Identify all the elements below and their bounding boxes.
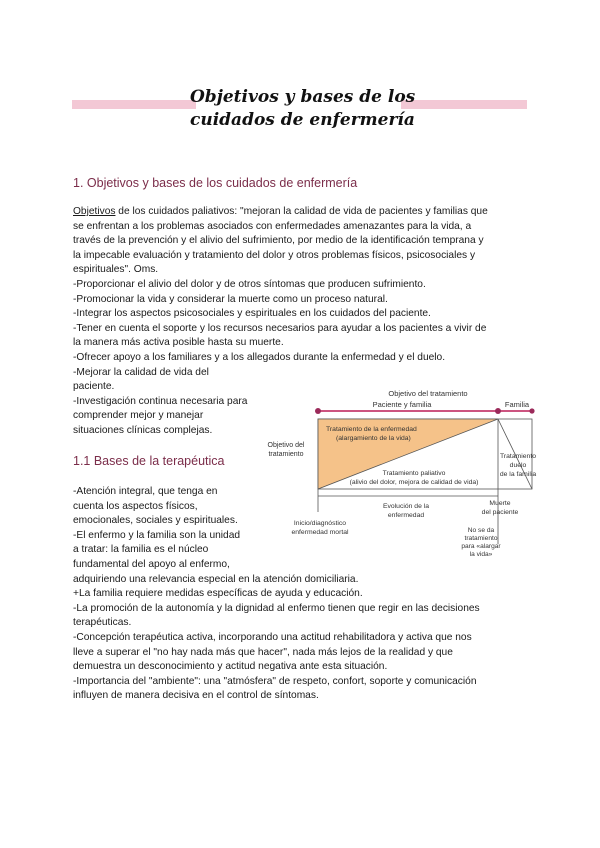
paragraph-objetivos-first-line — [73, 205, 488, 220]
section2-line: emocionales, sociales y espirituales. — [73, 515, 238, 527]
section1-line: -Tener en cuenta el soporte y los recursos necesarios para ayudar a los pacientes a vivir de — [73, 322, 487, 334]
section1-line: comprender mejor y manejar — [73, 410, 204, 422]
diagram-nose-line1: No se da — [467, 527, 495, 534]
diagram-nose-line4: la vida» — [469, 551, 493, 558]
title-highlight-right — [401, 100, 527, 109]
section2-line: cuenta los aspectos físicos, — [73, 500, 198, 512]
diagram-top-label: Objetivo del tratamiento — [388, 389, 468, 398]
diagram-dot-death — [495, 408, 501, 414]
diagram-label-familia: Familia — [504, 400, 530, 409]
section1-line: la manera más activa posible hasta su muerte. — [73, 337, 284, 349]
section2-line: a tratar: la familia es el núcleo — [73, 544, 209, 556]
diagram-trat-paliativo-line1: Tratamiento paliativo — [382, 470, 446, 477]
section1-line: espirituales". Oms. — [73, 264, 159, 276]
section2-line: +La familia requiere medidas específicas de ayuda y educación. — [73, 588, 363, 600]
diagram-inicio-line2: enfermedad mortal — [291, 529, 349, 536]
section1-line: través de la prevención y el alivio del sufrimiento, por medio de la identificación temprana y — [73, 235, 484, 247]
diagram-trat-enfermedad-line1: Tratamiento de la enfermedad — [326, 426, 417, 433]
section1-line: -Investigación continua necesaria para — [73, 395, 248, 407]
section1-line: se enfrentan a los problemas asociados con enfermedades amenazantes para la vida, a — [73, 220, 472, 232]
diagram-muerte-line1: Muerte — [489, 500, 511, 507]
diagram-duelo-line3: de la familia — [499, 471, 537, 478]
section1-line: -Ofrecer apoyo a los familiares y a los allegados durante la enfermedad y el duelo. — [73, 352, 446, 363]
section1-line: -Integrar los aspectos psicosociales y espirituales en los cuidados del paciente. — [73, 308, 431, 320]
objetivos-definition-start: de los cuidados paliativos: "mejoran la calidad de vida de pacientes y familias que — [115, 206, 488, 217]
section1-line: -Mejorar la calidad de vida del — [73, 366, 209, 378]
section2-line: demuestra un desconocimiento y actitud negativa ante esta situación. — [73, 661, 388, 673]
section2-line: terapéuticas. — [73, 617, 132, 629]
diagram-dot-start — [315, 408, 321, 414]
section1-line: paciente. — [73, 381, 115, 393]
diagram-nose-line3: para «alargar — [461, 543, 501, 550]
section-heading-bases: 1.1 Bases de la terapéutica — [73, 454, 225, 468]
section2-line: lleve a superar el "no hay nada más que hacer", nada más lejos de la realidad y que — [73, 646, 453, 658]
title-highlight-left — [72, 100, 196, 109]
section2-line: -Atención integral, que tenga en — [73, 486, 218, 497]
section2-line: -Importancia del "ambiente": una "atmósfera" de respeto, confort, soporte y comunicación — [73, 675, 477, 687]
section2-line: -Concepción terapéutica activa, incorporando una actitud rehabilitadora y activa que nos — [73, 632, 472, 643]
section2-line: -El enfermo y la familia son la unidad — [73, 529, 241, 541]
diagram-duelo-line1: Tratamiento — [499, 453, 537, 460]
section2-line: fundamental del apoyo al enfermo, — [73, 559, 230, 570]
diagram-label-objetivo-line1: Objetivo del — [267, 442, 305, 449]
title-line-2: cuidados de enfermería — [190, 110, 415, 130]
diagram-muerte-line2: del paciente — [481, 509, 519, 516]
section1-line: la impecable evaluación y tratamiento del dolor y otros problemas físicos, psicosociales y — [73, 249, 476, 261]
title-line-1: Objetivos y bases de los — [190, 87, 416, 107]
section2-line: -La promoción de la autonomía y la dignidad al enfermo tienen que regir en las decisiones — [73, 602, 480, 614]
diagram-evolucion-line1: Evolución de la — [382, 503, 430, 510]
section-heading-objetivos: 1. Objetivos y bases de los cuidados de enfermería — [73, 176, 358, 190]
section1-line: -Promocionar la vida y considerar la muerte como un proceso natural. — [73, 293, 388, 305]
page-title — [190, 86, 416, 132]
section1-line: -Proporcionar el alivio del dolor y de otros síntomas que producen sufrimiento. — [73, 279, 426, 290]
diagram-label-paciente-familia: Paciente y familia — [372, 400, 432, 409]
diagram-evolucion-line2: enfermedad — [387, 512, 425, 519]
section2-line: influyen de manera decisiva en el control de síntomas. — [73, 690, 319, 702]
diagram-nose-line2: tratamiento — [464, 535, 498, 542]
diagram-trat-paliativo-line2: (alivio del dolor, mejora de calidad de vida) — [349, 479, 479, 486]
section2-line: adquiriendo una relevancia especial en la atención domiciliaria. — [73, 573, 359, 585]
objetivos-underlined-word: Objetivos — [73, 206, 116, 217]
diagram-dot-end — [529, 408, 534, 413]
diagram-inicio-line1: Inicio/diagnóstico — [293, 520, 347, 527]
diagram-label-objetivo-line2: tratamiento — [268, 451, 304, 458]
section1-line: situaciones clínicas complejas. — [73, 425, 213, 436]
treatment-objective-diagram — [262, 384, 538, 570]
diagram-trat-enfermedad-line2: (alargamiento de la vida) — [336, 435, 411, 442]
diagram-duelo-line2: duelo — [509, 462, 527, 469]
